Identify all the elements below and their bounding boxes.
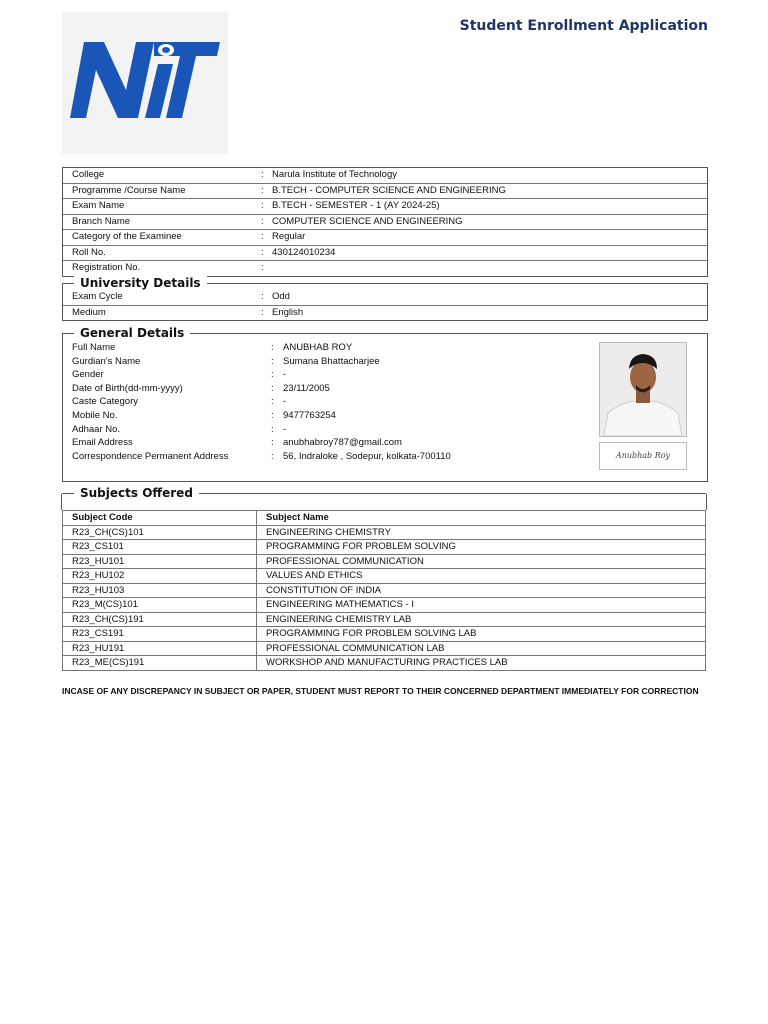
subject-code: R23_CH(CS)101 — [63, 525, 257, 540]
detail-row — [63, 261, 707, 276]
subject-code: R23_HU102 — [63, 569, 257, 584]
subject-name: PROFESSIONAL COMMUNICATION LAB — [257, 641, 706, 656]
subject-row — [63, 656, 706, 671]
field-separator: : — [271, 342, 274, 353]
field-value: 430124010234 — [272, 246, 336, 258]
detail-row — [63, 306, 707, 321]
subject-code: R23_CH(CS)191 — [63, 612, 257, 627]
subject-row — [63, 583, 706, 598]
field-label: Correspondence Permanent Address — [72, 450, 229, 462]
subject-row — [63, 554, 706, 569]
subject-row — [63, 598, 706, 613]
field-label: Registration No. — [72, 262, 141, 273]
subject-code: R23_ME(CS)191 — [63, 656, 257, 671]
subject-row — [63, 641, 706, 656]
basic-details-table — [62, 167, 708, 277]
field-value: - — [283, 369, 287, 381]
detail-row — [63, 395, 583, 409]
subject-code: R23_HU103 — [63, 583, 257, 598]
field-separator: : — [271, 355, 274, 367]
subject-name: CONSTITUTION OF INDIA — [257, 583, 706, 598]
field-value: ANUBHAB ROY — [283, 342, 353, 353]
field-label: College — [72, 169, 105, 180]
detail-row — [63, 382, 583, 396]
field-value: - — [283, 423, 287, 435]
subjects-offered-title: Subjects Offered — [74, 486, 199, 500]
field-separator: : — [261, 262, 264, 273]
field-separator: : — [271, 409, 274, 421]
student-photo — [599, 342, 687, 437]
subject-name: PROGRAMMING FOR PROBLEM SOLVING — [257, 540, 706, 555]
document-title: Student Enrollment Application — [459, 18, 708, 34]
subject-code: R23_CS191 — [63, 627, 257, 642]
general-details-title: General Details — [74, 326, 190, 340]
field-separator: : — [271, 396, 274, 408]
field-label: Full Name — [72, 342, 116, 353]
field-separator: : — [271, 423, 274, 435]
field-label: Exam Cycle — [72, 291, 123, 302]
field-value: B.TECH - SEMESTER - 1 (AY 2024-25) — [272, 200, 440, 211]
detail-row — [63, 246, 707, 262]
subject-row — [63, 525, 706, 540]
detail-row — [63, 184, 707, 200]
field-value: 56, Indraloke , Sodepur, kolkata-700110 — [283, 450, 451, 462]
field-value: English — [272, 306, 304, 318]
field-label: Branch Name — [72, 215, 131, 227]
field-separator: : — [261, 215, 264, 227]
subject-name: ENGINEERING CHEMISTRY LAB — [257, 612, 706, 627]
field-label: Programme /Course Name — [72, 184, 186, 196]
detail-row — [63, 355, 583, 369]
detail-row — [63, 290, 707, 306]
subject-name-header: Subject Name — [257, 511, 706, 526]
subject-name: PROFESSIONAL COMMUNICATION — [257, 554, 706, 569]
field-label: Adhaar No. — [72, 423, 121, 435]
subjects-header-row — [63, 511, 706, 526]
field-separator: : — [261, 231, 264, 242]
field-separator: : — [271, 450, 274, 462]
detail-row — [63, 423, 583, 437]
field-value: - — [283, 396, 287, 408]
field-label: Medium — [72, 306, 106, 318]
detail-row — [63, 450, 583, 464]
subject-name: VALUES AND ETHICS — [257, 569, 706, 584]
field-label: Email Address — [72, 437, 133, 449]
subject-code: R23_HU101 — [63, 554, 257, 569]
subject-row — [63, 540, 706, 555]
field-value: anubhabroy787@gmail.com — [283, 437, 402, 449]
field-label: Mobile No. — [72, 409, 118, 421]
field-value: COMPUTER SCIENCE AND ENGINEERING — [272, 215, 463, 227]
field-value: 23/11/2005 — [283, 382, 330, 394]
field-separator: : — [271, 437, 274, 449]
subject-code: R23_HU191 — [63, 641, 257, 656]
university-details-title: University Details — [74, 276, 207, 290]
subject-name: ENGINEERING CHEMISTRY — [257, 525, 706, 540]
field-label: Date of Birth(dd-mm-yyyy) — [72, 382, 183, 394]
subject-row — [63, 612, 706, 627]
subject-name: WORKSHOP AND MANUFACTURING PRACTICES LAB — [257, 656, 706, 671]
subject-name: PROGRAMMING FOR PROBLEM SOLVING LAB — [257, 627, 706, 642]
field-value: Sumana Bhattacharjee — [283, 355, 380, 367]
subjects-section — [62, 493, 706, 671]
field-separator: : — [261, 200, 264, 211]
subject-name: ENGINEERING MATHEMATICS - I — [257, 598, 706, 613]
discrepancy-notice: INCASE OF ANY DISCREPANCY IN SUBJECT OR PAPER, STUDENT MUST REPORT TO THEIR CONCERNED DEPARTMENT IMMEDIATELY FOR CORRECTION — [62, 686, 699, 696]
field-value: Narula Institute of Technology — [272, 169, 397, 180]
field-separator: : — [261, 306, 264, 318]
institute-logo — [62, 12, 228, 154]
detail-row — [63, 215, 707, 231]
subject-code: R23_M(CS)101 — [63, 598, 257, 613]
detail-row — [63, 230, 707, 246]
field-separator: : — [271, 369, 274, 381]
field-value: B.TECH - COMPUTER SCIENCE AND ENGINEERING — [272, 184, 506, 196]
detail-row — [63, 199, 707, 215]
subject-code: R23_CS101 — [63, 540, 257, 555]
field-value: Regular — [272, 231, 306, 242]
field-value: Odd — [272, 291, 290, 302]
detail-row — [63, 168, 707, 184]
student-signature: Anubhab Roy — [599, 442, 687, 470]
field-separator: : — [261, 246, 264, 258]
subject-row — [63, 627, 706, 642]
field-label: Roll No. — [72, 246, 106, 258]
nit-logo-mark — [70, 40, 220, 124]
detail-row — [63, 341, 583, 355]
field-label: Gurdian's Name — [72, 355, 141, 367]
subject-row — [63, 569, 706, 584]
detail-row — [63, 436, 583, 450]
field-label: Caste Category — [72, 396, 139, 408]
field-label: Exam Name — [72, 200, 125, 211]
field-separator: : — [261, 169, 264, 180]
field-label: Gender — [72, 369, 104, 381]
field-separator: : — [261, 184, 264, 196]
field-value: 9477763254 — [283, 409, 336, 421]
detail-row — [63, 368, 583, 382]
subject-code-header: Subject Code — [63, 511, 257, 526]
subjects-table — [62, 510, 706, 671]
field-separator: : — [271, 382, 274, 394]
field-separator: : — [261, 291, 264, 302]
detail-row — [63, 409, 583, 423]
general-details-section — [62, 333, 708, 482]
field-label: Category of the Examinee — [72, 231, 182, 242]
